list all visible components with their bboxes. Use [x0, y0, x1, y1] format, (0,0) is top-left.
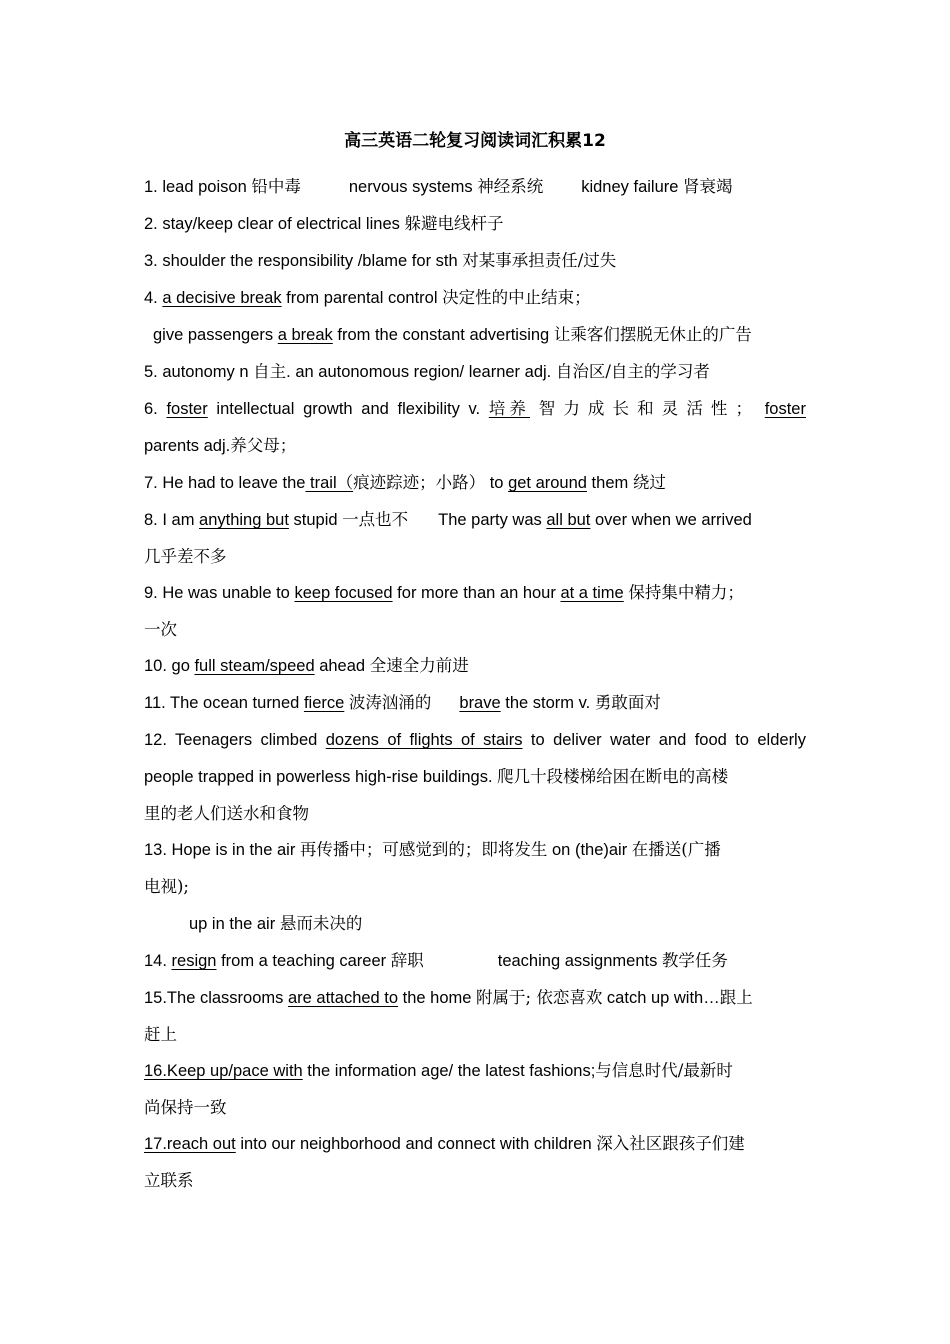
vocab-line-8b: 几乎差不多 — [144, 547, 227, 566]
vocab-line-9b: 一次 — [144, 620, 177, 639]
vocab-line-15: 15.The classrooms are attached to the home 附属于; 依恋喜欢 catch up with…跟上 — [144, 988, 753, 1007]
vocab-line-4b: give passengers a break from the constant advertising 让乘客们摆脱无休止的广告 — [153, 325, 752, 344]
vocab-line-13b: 电视); — [144, 877, 189, 896]
vocab-line-6b: parents adj.养父母； — [144, 436, 297, 455]
vocab-line-17b: 立联系 — [144, 1171, 194, 1190]
vocab-line-8: 8. I am anything but stupid 一点也不 The party was all but over when we arrived — [144, 510, 752, 529]
vocab-line-10: 10. go full steam/speed ahead 全速全力前进 — [144, 656, 469, 675]
page-title: 高三英语二轮复习阅读词汇积累12 — [344, 131, 606, 151]
vocab-line-16: 16.Keep up/pace with the information age/ the latest fashions;与信息时代/最新时 — [144, 1061, 733, 1080]
vocab-line-7: 7. He had to leave the trail（痕迹踪迹；小路） to get around them 绕过 — [144, 473, 666, 492]
vocab-line-13c: up in the air 悬而未决的 — [189, 914, 363, 933]
vocab-line-11: 11. The ocean turned fierce 波涛汹涌的 brave the storm v. 勇敢面对 — [144, 693, 661, 712]
vocab-line-12c: 里的老人们送水和食物 — [144, 804, 309, 823]
vocab-line-5: 5. autonomy n 自主. an autonomous region/ learner adj. 自治区/自主的学习者 — [144, 362, 710, 381]
vocab-line-14: 14. resign from a teaching career 辞职 teaching assignments 教学任务 — [144, 951, 728, 970]
vocab-line-15b: 赶上 — [144, 1025, 177, 1044]
vocab-line-3: 3. shoulder the responsibility /blame for sth 对某事承担责任/过失 — [144, 251, 617, 270]
vocab-line-16b: 尚保持一致 — [144, 1098, 227, 1117]
vocab-line-12b: people trapped in powerless high-rise buildings. 爬几十段楼梯给困在断电的高楼 — [144, 767, 729, 786]
vocab-line-17: 17.reach out into our neighborhood and connect with children 深入社区跟孩子们建 — [144, 1134, 745, 1153]
vocab-line-1: 1. lead poison 铅中毒 nervous systems 神经系统 kidney failure 肾衰竭 — [144, 177, 733, 196]
vocab-line-4: 4. a decisive break from parental control 决定性的中止结束； — [144, 288, 591, 307]
vocab-line-13: 13. Hope is in the air 再传播中；可感觉到的；即将发生 on (the)air 在播送(广播 — [144, 840, 721, 859]
vocab-line-6: 6. foster intellectual growth and flexibility v. 培养 智力成长和灵活性； foster — [144, 399, 806, 418]
vocab-line-2: 2. stay/keep clear of electrical lines 躲避电线杆子 — [144, 214, 504, 233]
vocab-line-12: 12. Teenagers climbed dozens of flights of stairs to deliver water and food to elderly — [144, 731, 806, 749]
vocab-line-9: 9. He was unable to keep focused for more than an hour at a time 保持集中精力； — [144, 583, 744, 602]
